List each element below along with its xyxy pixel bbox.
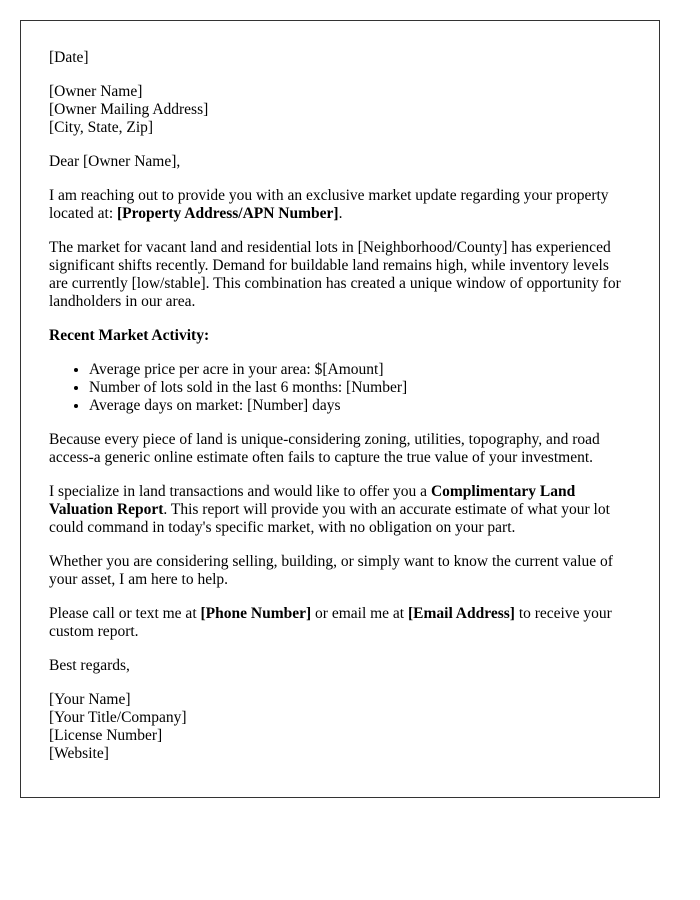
property-address: [Property Address/APN Number]	[117, 205, 339, 222]
recipient-name: [Owner Name]	[49, 83, 143, 100]
activity-heading-text: Recent Market Activity:	[49, 327, 210, 344]
salutation: Dear [Owner Name],	[49, 153, 181, 170]
intro-end: .	[338, 205, 343, 222]
activity-list	[49, 361, 631, 415]
offer-report: Complimentary Land Valuation Report	[49, 483, 576, 518]
list-item: • Average price per acre in your area: $[Amount]	[89, 361, 631, 379]
help-paragraph: Whether you are considering selling, building, or simply want to know the current value of your asset, I am here to help.	[49, 553, 613, 588]
letter	[20, 20, 660, 798]
contact-start: Please call or text me at	[49, 605, 201, 622]
market-paragraph: The market for vacant land and residential lots in [Neighborhood/County] has experienced significant shifts recently. Demand for buildable land remains high, while inventory levels are currently [low/stable]. This combination has created a unique window of opportunity for landholders in our area.	[49, 239, 621, 310]
recipient-city: [City, State, Zip]	[49, 119, 154, 136]
contact-paragraph	[49, 605, 631, 641]
contact-email: [Email Address]	[408, 605, 515, 622]
signature-title: [Your Title/Company]	[49, 709, 187, 726]
list-item: • Number of lots sold in the last 6 months: [Number]	[89, 379, 631, 397]
offer-start: I specialize in land transactions and would like to offer you a	[49, 483, 431, 500]
signature-block	[49, 691, 631, 763]
unique-paragraph: Because every piece of land is unique-considering zoning, utilities, topography, and road access-a generic online estimate often fails to capture the true value of your investment.	[49, 431, 600, 466]
intro-text: I am reaching out to provide you with an exclusive market update regarding your property located at:	[49, 187, 609, 222]
activity-heading	[49, 327, 631, 345]
signature-license: [License Number]	[49, 727, 163, 744]
contact-middle: or email me at	[311, 605, 408, 622]
signature-website: [Website]	[49, 745, 109, 762]
signature-name: [Your Name]	[49, 691, 131, 708]
recipient-block	[49, 83, 631, 137]
recipient-address: [Owner Mailing Address]	[49, 101, 209, 118]
contact-phone: [Phone Number]	[200, 605, 312, 622]
intro-paragraph	[49, 187, 631, 223]
letter-date: [Date]	[49, 49, 89, 66]
closing: Best regards,	[49, 657, 130, 674]
contact-end: to receive your custom report.	[49, 605, 612, 640]
list-item: • Average days on market: [Number] days	[89, 397, 631, 415]
offer-paragraph	[49, 483, 631, 537]
offer-end: . This report will provide you with an accurate estimate of what your lot could command in today's specific market, with no obligation on your part.	[49, 501, 610, 536]
